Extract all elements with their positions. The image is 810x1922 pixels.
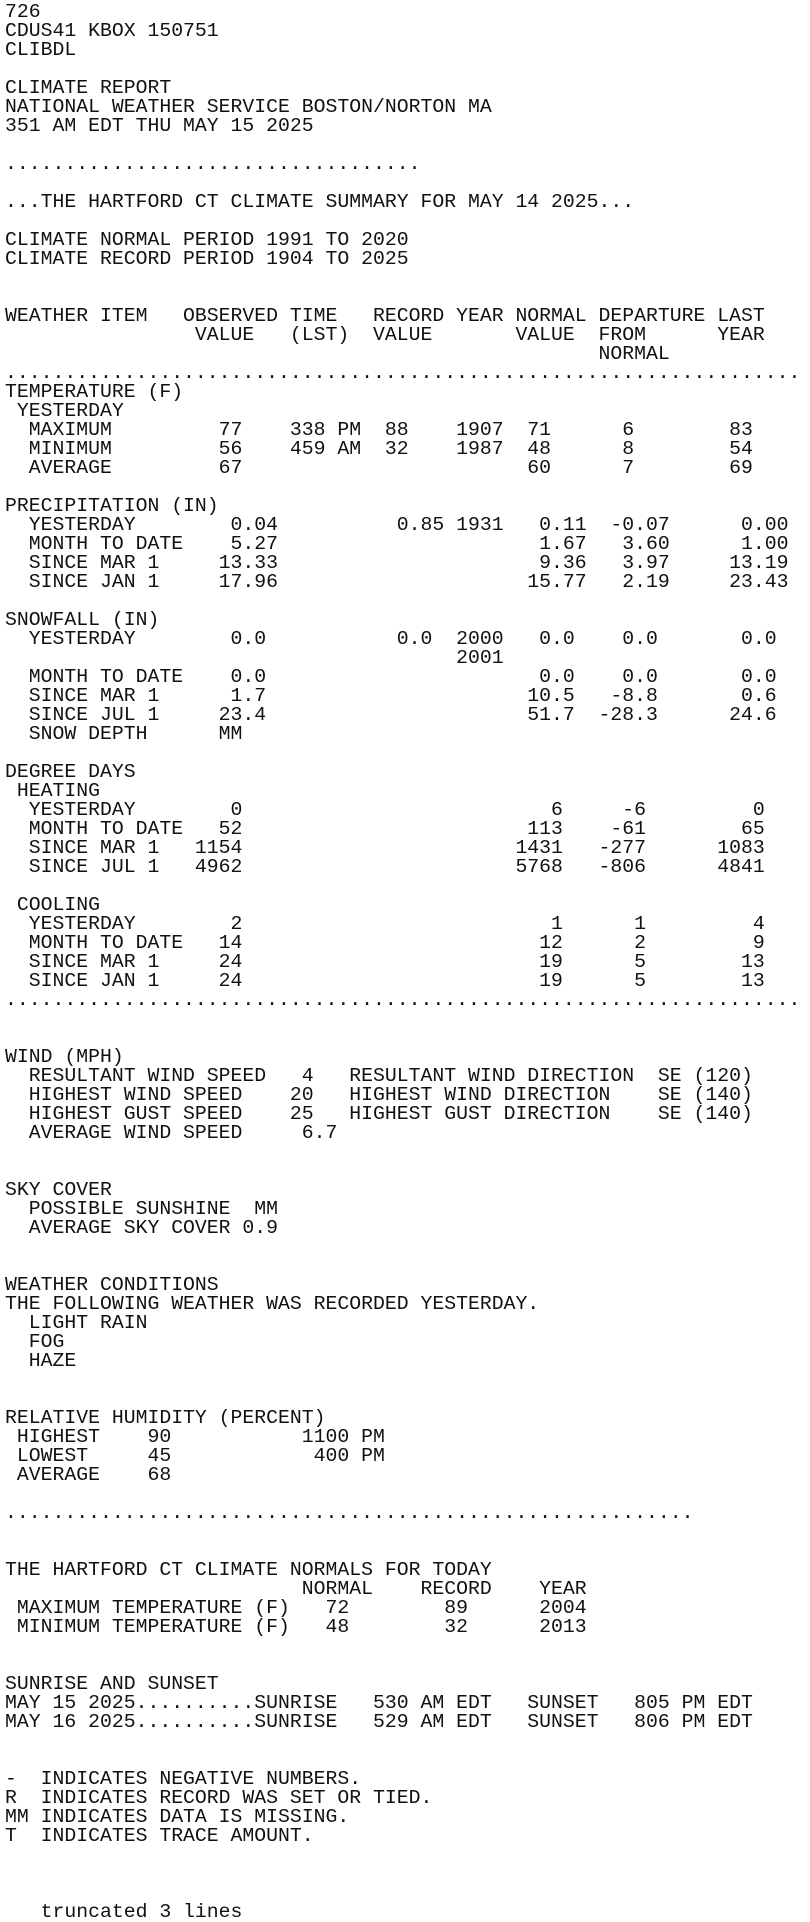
report-line: SINCE JUL 1 4962 5768 -806 4841 (5, 856, 765, 878)
report-line (5, 1637, 810, 1656)
report-line: ................................................................... (5, 989, 801, 1011)
report-line: RELATIVE HUMIDITY (PERCENT) (5, 1407, 326, 1429)
report-line: VALUE (LST) VALUE VALUE FROM YEAR (5, 324, 765, 346)
report-line: YESTERDAY 0 6 -6 0 (5, 799, 765, 821)
report-line: ................................................................... (5, 362, 801, 384)
report-line: ................................... (5, 153, 421, 175)
report-line: WEATHER CONDITIONS (5, 1274, 219, 1296)
report-line: YESTERDAY (5, 400, 124, 422)
report-line: truncated 3 lines (5, 1901, 243, 1922)
report-line: MAY 16 2025..........SUNRISE 529 AM EDT SUNSET 806 PM EDT (5, 1711, 753, 1733)
report-line (5, 1732, 810, 1751)
report-line: CLIMATE REPORT (5, 77, 172, 99)
report-line: R INDICATES RECORD WAS SET OR TIED. (5, 1787, 433, 1809)
report-line: MONTH TO DATE 52 113 -61 65 (5, 818, 765, 840)
report-line (5, 1143, 810, 1162)
report-line: NATIONAL WEATHER SERVICE BOSTON/NORTON MA (5, 96, 492, 118)
report-line: T INDICATES TRACE AMOUNT. (5, 1825, 314, 1847)
report-line: AVERAGE SKY COVER 0.9 (5, 1217, 279, 1239)
report-line (5, 1865, 810, 1884)
report-line: COOLING (5, 894, 100, 916)
report-line: AVERAGE 68 (5, 1464, 172, 1486)
report-line: ...THE HARTFORD CT CLIMATE SUMMARY FOR MAY 14 2025... (5, 191, 635, 213)
report-line (5, 1238, 810, 1257)
report-line: SNOWFALL (IN) (5, 609, 160, 631)
report-line: SINCE MAR 1 13.33 9.36 3.97 13.19 (5, 552, 789, 574)
report-line (5, 877, 810, 896)
report-line: THE FOLLOWING WEATHER WAS RECORDED YESTERDAY. (5, 1293, 540, 1315)
report-line: HEATING (5, 780, 100, 802)
report-line: 2001 (5, 647, 504, 669)
report-line: CLIBDL (5, 39, 77, 61)
report-line: HIGHEST GUST SPEED 25 HIGHEST GUST DIRECTION SE (140) (5, 1103, 753, 1125)
report-line: CDUS41 KBOX 150751 (5, 20, 219, 42)
report-line: MAXIMUM TEMPERATURE (F) 72 89 2004 (5, 1597, 587, 1619)
report-line: MINIMUM TEMPERATURE (F) 48 32 2013 (5, 1616, 587, 1638)
report-line: YESTERDAY 2 1 1 4 (5, 913, 765, 935)
report-line: HIGHEST WIND SPEED 20 HIGHEST WIND DIRECTION SE (140) (5, 1084, 753, 1106)
report-line (5, 1523, 810, 1542)
report-line: CLIMATE RECORD PERIOD 1904 TO 2025 (5, 248, 409, 270)
report-line: MONTH TO DATE 14 12 2 9 (5, 932, 765, 954)
report-line: RESULTANT WIND SPEED 4 RESULTANT WIND DIRECTION SE (120) (5, 1065, 753, 1087)
report-line: NORMAL (5, 343, 670, 365)
report-line: LOWEST 45 400 PM (5, 1445, 385, 1467)
report-line: SNOW DEPTH MM (5, 723, 243, 745)
report-line: AVERAGE WIND SPEED 6.7 (5, 1122, 338, 1144)
report-line: SINCE MAR 1 1154 1431 -277 1083 (5, 837, 765, 859)
report-line: MM INDICATES DATA IS MISSING. (5, 1806, 350, 1828)
report-line: HAZE (5, 1350, 77, 1372)
report-line: LIGHT RAIN (5, 1312, 148, 1334)
report-line: SINCE MAR 1 24 19 5 13 (5, 951, 765, 973)
report-line: SINCE JAN 1 24 19 5 13 (5, 970, 765, 992)
report-line: MONTH TO DATE 0.0 0.0 0.0 0.0 (5, 666, 777, 688)
report-line (5, 269, 810, 288)
report-line: - INDICATES NEGATIVE NUMBERS. (5, 1768, 362, 1790)
report-line: WEATHER ITEM OBSERVED TIME RECORD YEAR NORMAL DEPARTURE LAST (5, 305, 765, 327)
report-line: SINCE MAR 1 1.7 10.5 -8.8 0.6 (5, 685, 777, 707)
report-line (5, 1029, 810, 1048)
report-line: POSSIBLE SUNSHINE MM (5, 1198, 279, 1220)
report-line: SINCE JUL 1 23.4 51.7 -28.3 24.6 (5, 704, 777, 726)
report-line: PRECIPITATION (IN) (5, 495, 219, 517)
report-line: FOG (5, 1331, 65, 1353)
report-line: SINCE JAN 1 17.96 15.77 2.19 23.43 (5, 571, 789, 593)
report-line: MAXIMUM 77 338 PM 88 1907 71 6 83 (5, 419, 753, 441)
report-line: HIGHEST 90 1100 PM (5, 1426, 385, 1448)
report-line: MAY 15 2025..........SUNRISE 530 AM EDT SUNSET 805 PM EDT (5, 1692, 753, 1714)
report-line (5, 1162, 810, 1181)
report-line: 726 (5, 1, 41, 23)
report-line (5, 1371, 810, 1390)
report-line: CLIMATE NORMAL PERIOD 1991 TO 2020 (5, 229, 409, 251)
report-line: YESTERDAY 0.04 0.85 1931 0.11 -0.07 0.00 (5, 514, 789, 536)
report-line (5, 1846, 810, 1865)
report-line: WIND (MPH) (5, 1046, 124, 1068)
report-line: SUNRISE AND SUNSET (5, 1673, 219, 1695)
report-line: NORMAL RECORD YEAR (5, 1578, 587, 1600)
report-line: THE HARTFORD CT CLIMATE NORMALS FOR TODAY (5, 1559, 492, 1581)
report-line: .......................................................... (5, 1502, 694, 1524)
report-line (5, 1010, 810, 1029)
report-line: TEMPERATURE (F) (5, 381, 184, 403)
report-line: 351 AM EDT THU MAY 15 2025 (5, 115, 314, 137)
report-line: AVERAGE 67 60 7 69 (5, 457, 753, 479)
report-line: MINIMUM 56 459 AM 32 1987 48 8 54 (5, 438, 753, 460)
report-line: MONTH TO DATE 5.27 1.67 3.60 1.00 (5, 533, 789, 555)
report-line: SKY COVER (5, 1179, 112, 1201)
report-line: DEGREE DAYS (5, 761, 136, 783)
report-line: YESTERDAY 0.0 0.0 2000 0.0 0.0 0.0 (5, 628, 777, 650)
